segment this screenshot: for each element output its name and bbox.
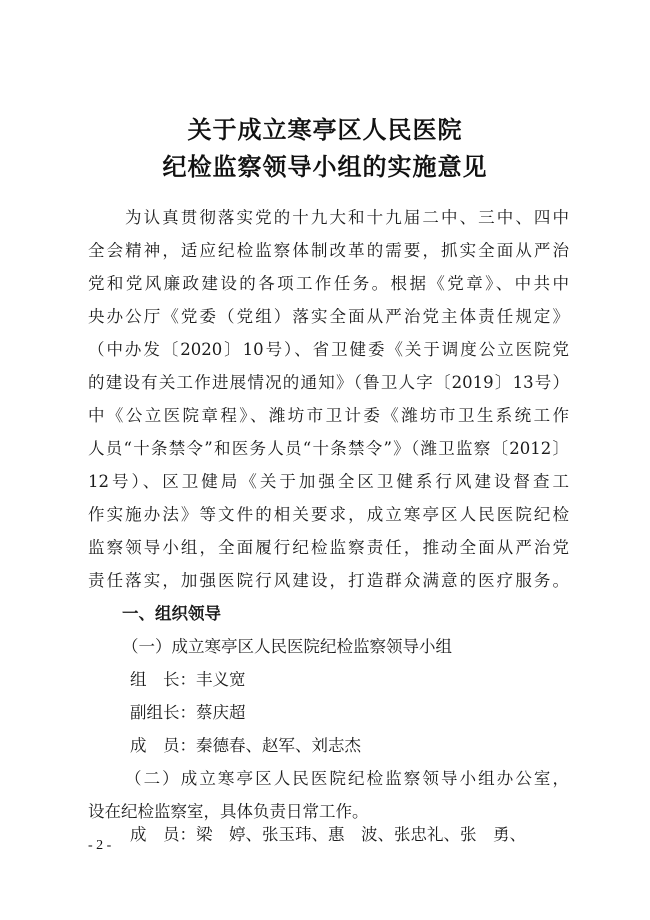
body-line: 党和党风廉政建设的各项工作任务。根据《党章》、中共中: [88, 274, 569, 293]
group-members: 成 员：秦德春、赵军、刘志杰: [130, 736, 361, 755]
deputy-leader: 副组长：蔡庆超: [130, 703, 246, 722]
body-line: 的建设有关工作进展情况的通知》（鲁卫人字〔2019〕13号）: [88, 373, 569, 392]
body-line: 12号）、区卫健局《关于加强全区卫健系行风建设督查工: [88, 472, 569, 491]
page-number: - 2 -: [88, 838, 112, 853]
body-line: 中《公立医院章程》、潍坊市卫计委《潍坊市卫生系统工作: [88, 406, 569, 425]
body-line: 央办公厅《党委（党组）落实全面从严治党主体责任规定》: [88, 307, 569, 326]
group-leader: 组 长：丰义宽: [130, 670, 246, 689]
body-line: 作实施办法》等文件的相关要求，成立寒亭区人民医院纪检: [88, 505, 569, 524]
body-line: 设在纪检监察室，具体负责日常工作。: [88, 802, 369, 821]
body-line: 责任落实，加强医院行风建设，打造群众满意的医疗服务。: [88, 571, 569, 590]
body-line: （二）成立寒亭区人民医院纪检监察领导小组办公室，: [125, 769, 569, 788]
body-line: 全会精神，适应纪检监察体制改革的需要，抓实全面从严治: [88, 241, 569, 260]
body-line: 监察领导小组，全面履行纪检监察责任，推动全面从严治党: [88, 538, 569, 557]
subsection-heading: （一）成立寒亭区人民医院纪检监察领导小组: [122, 637, 452, 656]
document-title-line-2: 纪检监察领导小组的实施意见: [162, 152, 488, 181]
body-line: 为认真贯彻落实党的十九大和十九届二中、三中、四中: [125, 208, 569, 227]
section-heading: 一、组织领导: [122, 604, 221, 623]
document-title-line-1: 关于成立寒亭区人民医院: [187, 115, 463, 144]
body-line: 人员“十条禁令”和医务人员“十条禁令”》（潍卫监察〔2012〕: [88, 439, 569, 458]
body-line: （中办发〔2020〕10号）、省卫健委《关于调度公立医院党: [88, 340, 569, 359]
office-members: 成 员：梁 婷、张玉玮、惠 波、张忠礼、张 勇、: [130, 825, 526, 844]
